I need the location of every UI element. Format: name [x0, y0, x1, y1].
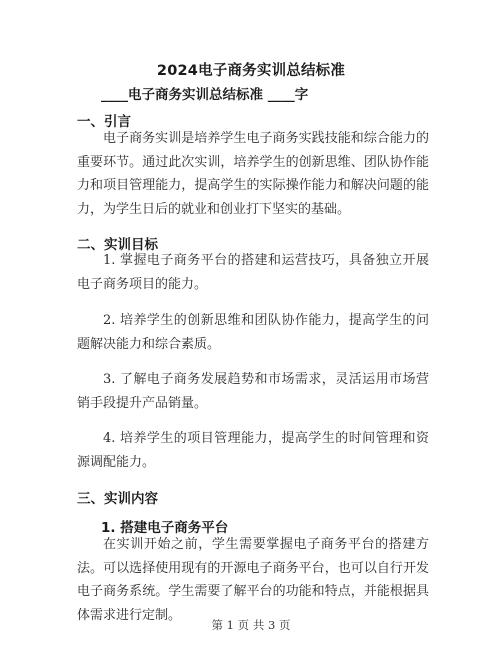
page-footer: 第 1 页 共 3 页 — [211, 618, 291, 632]
document-subtitle: ____电子商务实训总结标准 ____字 — [101, 87, 309, 103]
section-heading-goals: 二、实训目标 — [77, 237, 158, 253]
goal-item-4: 4. 培养学生的项目管理能力，提高学生的时间管理和资源调配能力。 — [77, 431, 429, 470]
intro-paragraph: 电子商务实训是培养学生电子商务实践技能和综合能力的重要环节。通过此次实训，培养学生的创新思维、团队协作能力和项目管理能力，提高学生的实际操作能力和解决问题的能力，为学生日后的就业和创业打下坚实的基础。 — [77, 131, 429, 218]
document-title: 2024电子商务实训总结标准 — [156, 63, 346, 79]
goal-item-3: 3. 了解电子商务发展趋势和市场需求，灵活运用市场营销手段提升产品销量。 — [77, 372, 429, 411]
section-heading-intro: 一、引言 — [77, 114, 131, 130]
section-heading-content: 三、实训内容 — [77, 491, 158, 507]
content-sub-heading: 1. 搭建电子商务平台 — [101, 520, 229, 536]
goal-item-2: 2. 培养学生的创新思维和团队协作能力，提高学生的问题解决能力和综合素质。 — [77, 313, 429, 352]
goal-item-1: 1. 掌握电子商务平台的搭建和运营技巧，具备独立开展电子商务项目的能力。 — [77, 253, 429, 292]
content-paragraph: 在实训开始之前，学生需要掌握电子商务平台的搭建方法。可以选择使用现有的开源电子商务平台，也可以自行开发电子商务系统。学生需要了解平台的功能和特点，并能根据具体需求进行定制。 — [77, 537, 429, 624]
